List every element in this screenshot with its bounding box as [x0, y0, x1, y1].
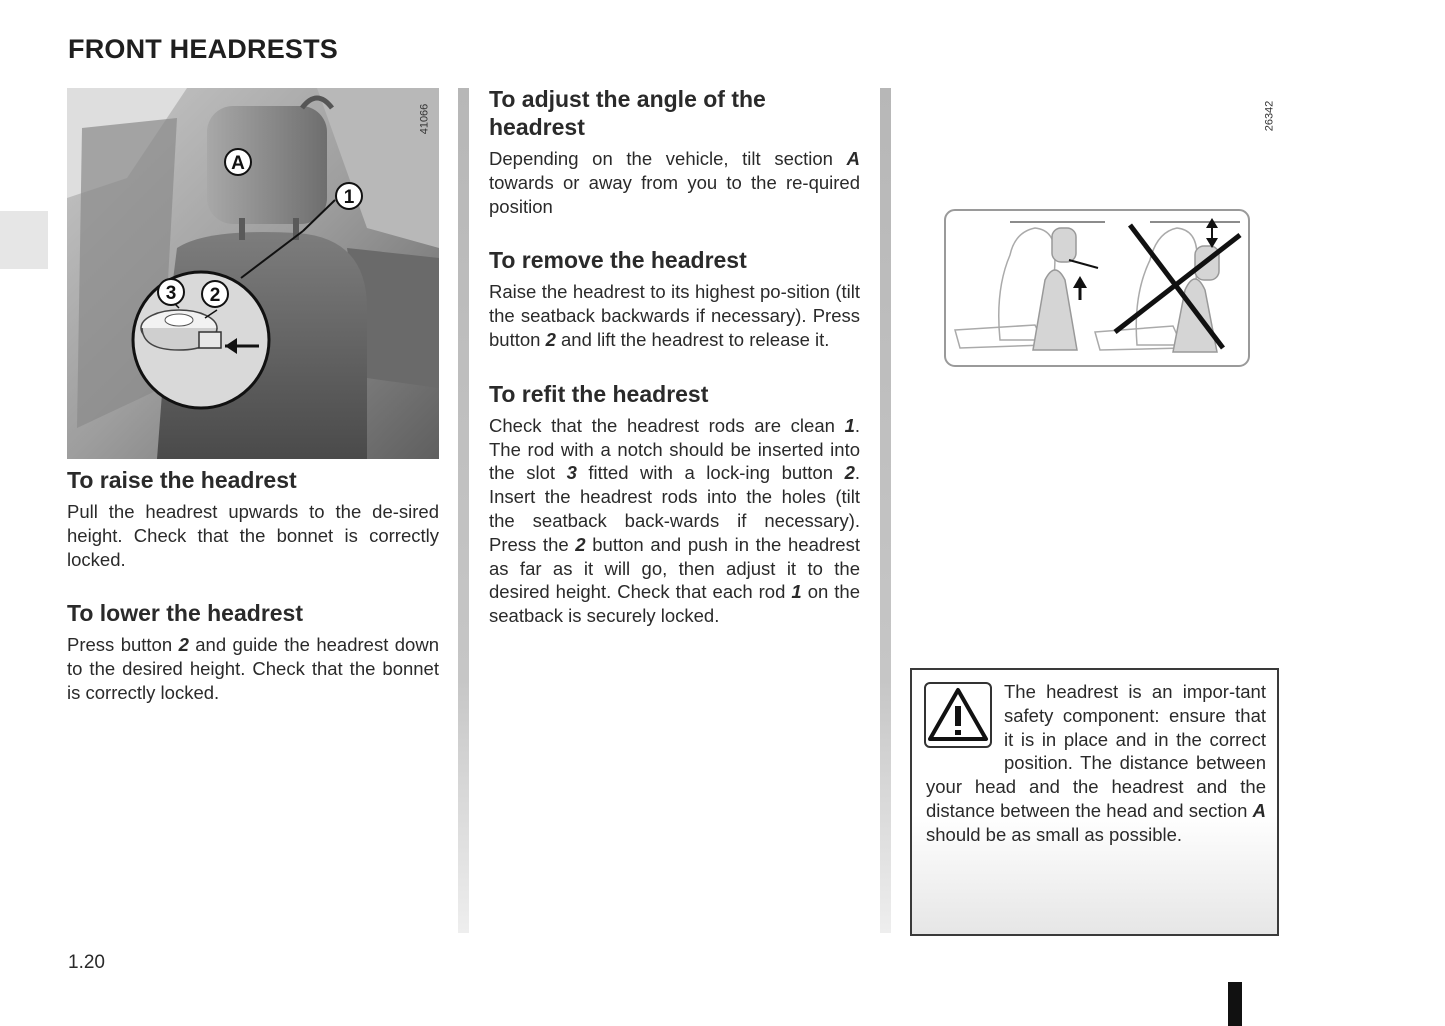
svg-text:3: 3: [165, 283, 177, 304]
photo-label-1: [336, 183, 362, 209]
svg-text:1: 1: [343, 187, 355, 208]
column-divider-left: [458, 88, 469, 933]
photo-label-3: [158, 279, 184, 305]
raise-heading: To raise the headrest: [67, 467, 297, 493]
angle-body: Depending on the vehicle, tilt section A towards or away from you to the re-quired position: [489, 148, 860, 217]
section-tab: [0, 211, 48, 269]
middle-column: [489, 85, 860, 656]
column-divider-right: [880, 88, 891, 933]
headrest-photo: [67, 88, 439, 459]
lower-body: Press button 2 and guide the headrest down to the desired height. Check that the bonnet is correctly locked.: [67, 634, 439, 703]
svg-text:2: 2: [209, 285, 221, 306]
angle-heading: To adjust the angle of the headrest: [489, 86, 766, 140]
warning-box: [910, 668, 1279, 936]
raise-body: Pull the headrest upwards to the de-sired height. Check that the bonnet is correctly locked.: [67, 501, 439, 570]
remove-body: Raise the headrest to its highest po-sition (tilt the seatback backwards if necessary). Press button 2 and lift the headrest to release it.: [489, 281, 860, 350]
section-raise: [67, 466, 439, 571]
page-number: 1.20: [68, 952, 105, 973]
diagram-reference-code: 26342: [1263, 100, 1275, 132]
page-edge-marker: [1228, 982, 1242, 1026]
refit-body: Check that the headrest rods are clean 1. The rod with a notch should be inserted into the slot 3 fitted with a lock-ing button 2. Insert the headrest rods into the holes (tilt the seatback back-wards if necessary). Press the 2 button and push in the headrest as far as it will go, then adjust it to the desired height. Check that each rod 1 on the seatback is securely locked.: [489, 414, 860, 627]
refit-heading: To refit the headrest: [489, 380, 709, 407]
left-column: [67, 466, 439, 733]
photo-reference-code: 41066: [418, 103, 430, 135]
section-refit: [489, 380, 860, 628]
section-angle: [489, 85, 860, 218]
photo-label-2: [202, 281, 228, 307]
remove-heading: To remove the headrest: [489, 247, 747, 274]
headrest-position-diagram: [905, 160, 1275, 390]
page-title: FRONT HEADRESTS: [68, 34, 339, 64]
section-remove: [489, 246, 860, 351]
lower-heading: To lower the headrest: [67, 600, 304, 627]
section-lower: [67, 599, 439, 704]
photo-label-a: [225, 149, 251, 175]
warning-text: The headrest is an impor-tant safety component: ensure that it is in place and in the correct position. The distance between your head and the headrest and the distance between the head and section A should be as small as possible.: [926, 681, 1266, 845]
svg-text:A: A: [231, 153, 245, 174]
